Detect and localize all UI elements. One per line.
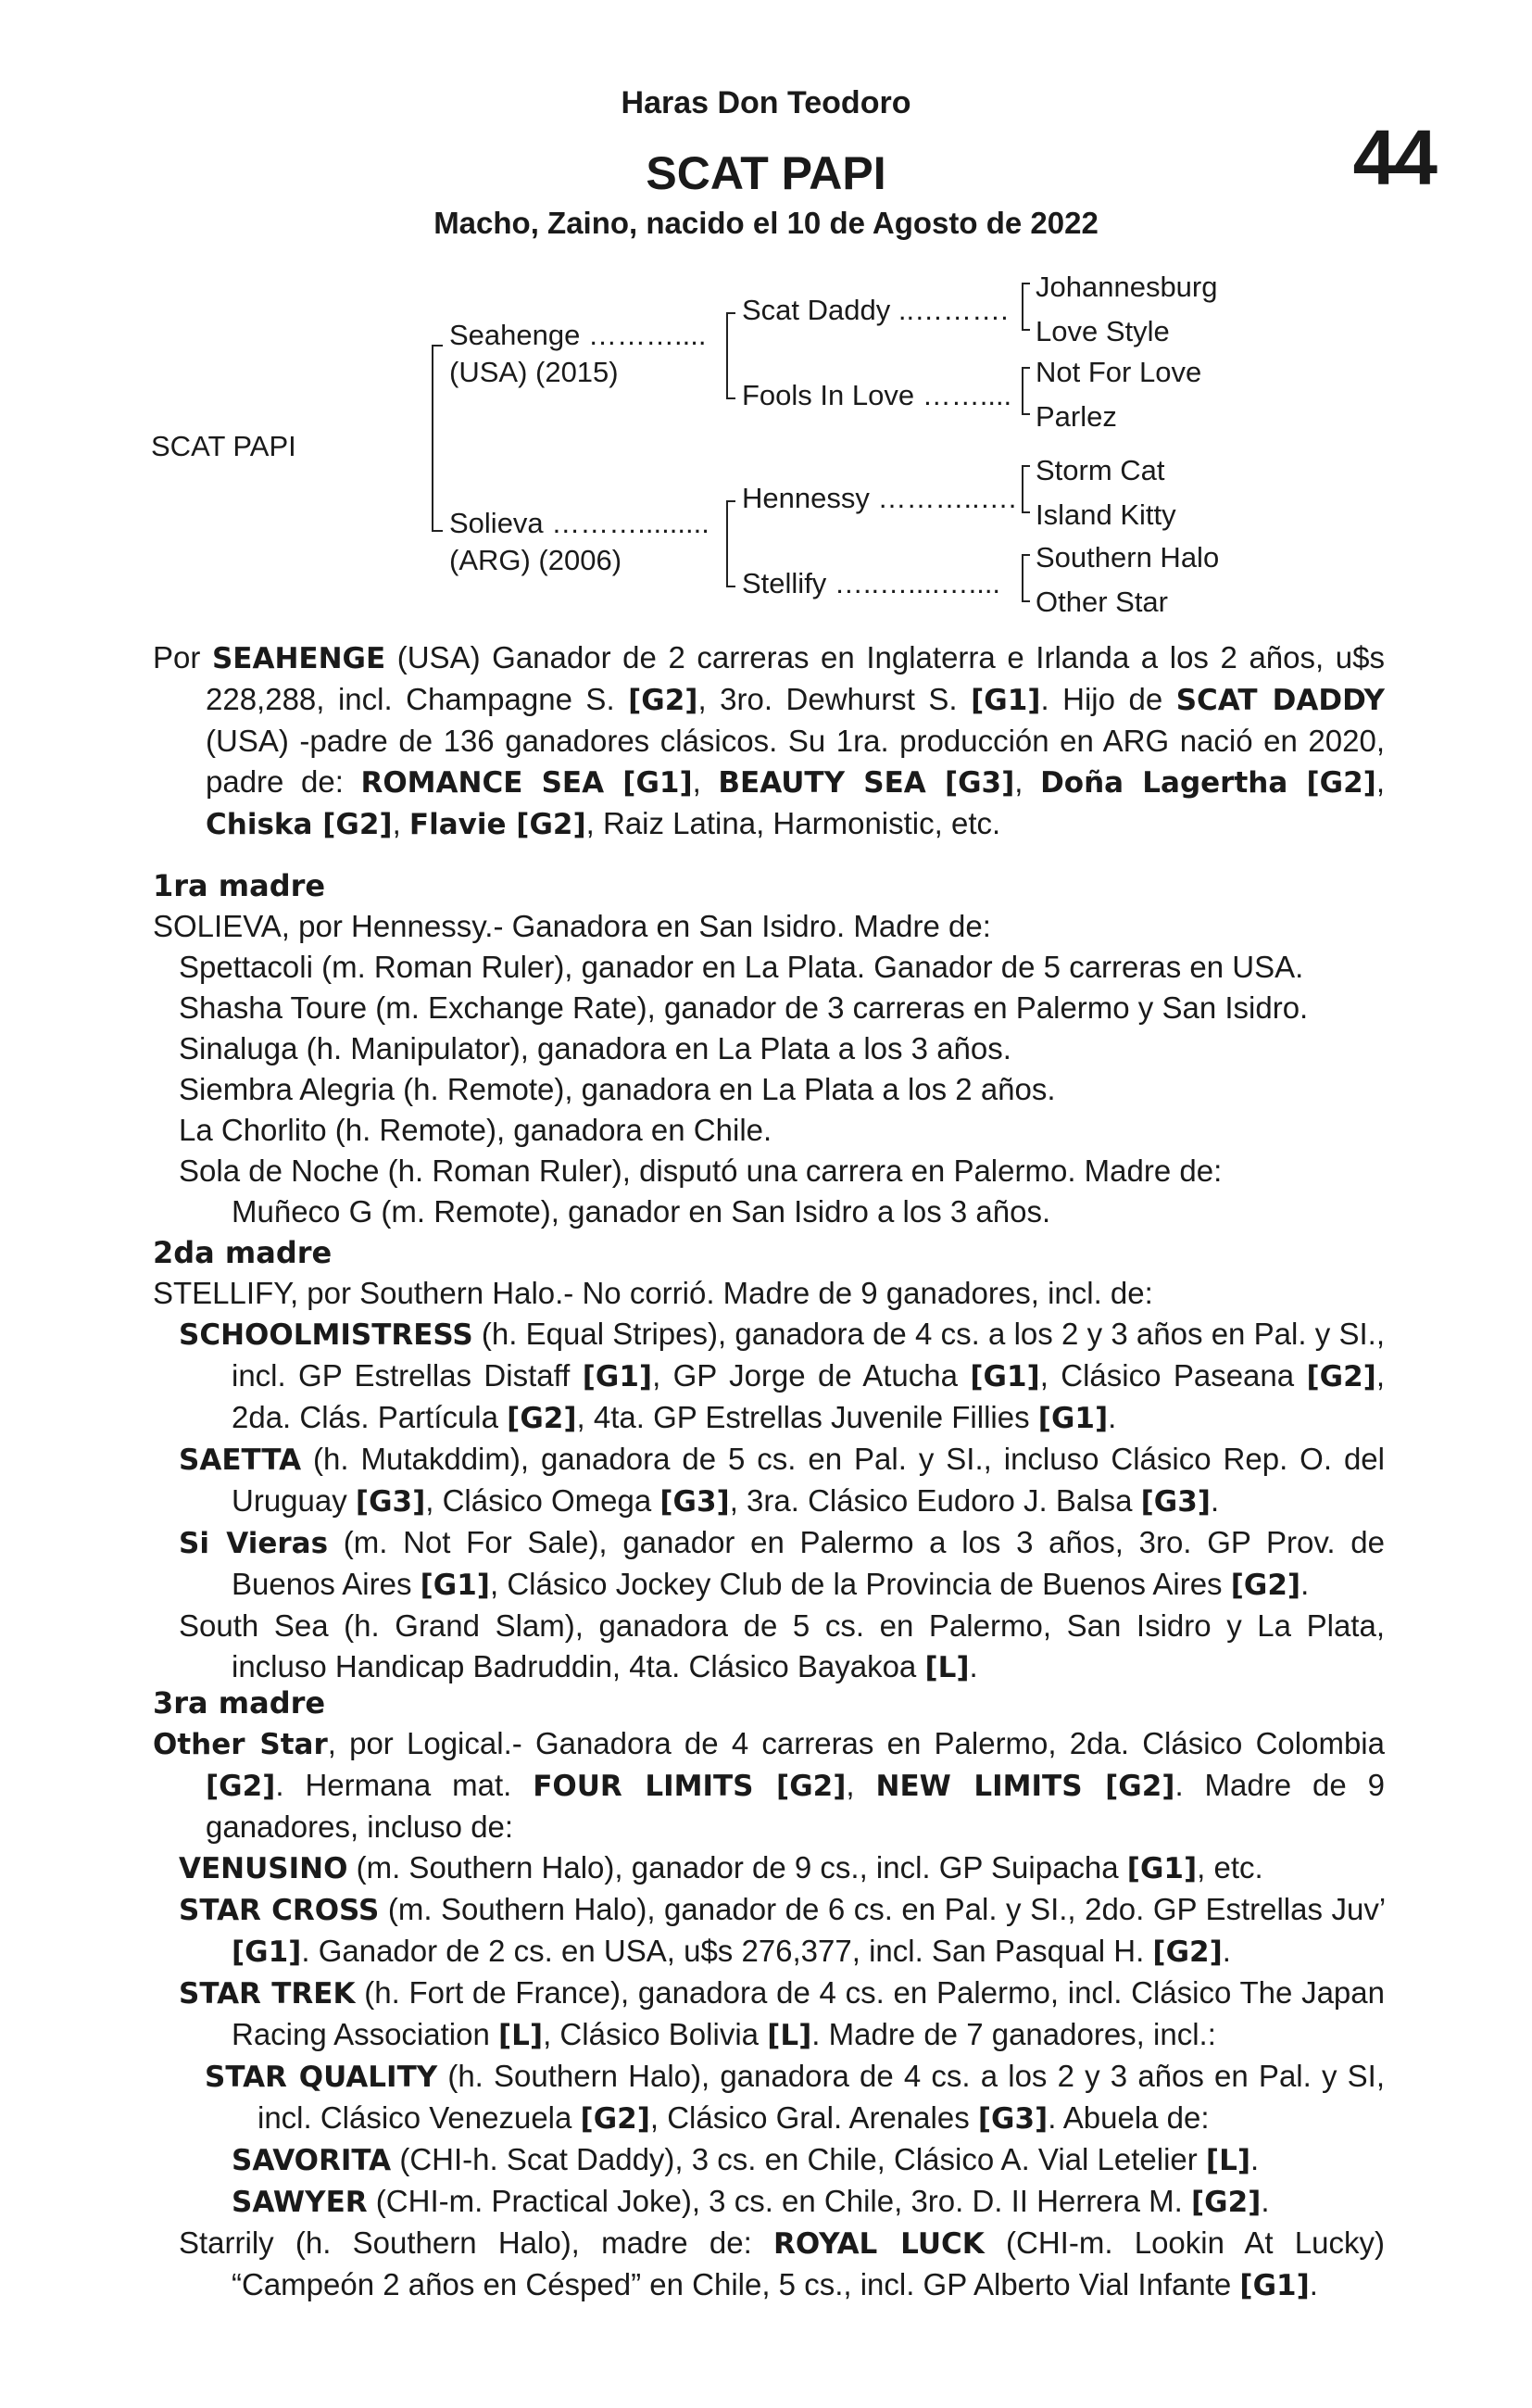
list-item: SCHOOLMISTRESS (h. Equal Stripes), ganadora de 4 cs. a los 2 y 3 años en Pal. y SI., incl. GP Estrellas Distaff [G1], GP Jorge de Atucha [G1], Clásico Paseana [G2], 2da. Clás. Partícula [G2], 4ta. GP Estrellas Juvenile Fillies [G1]. bbox=[179, 1317, 1386, 1435]
third-dam-section bbox=[153, 1683, 1385, 2306]
pedigree-dds: Southern Halo bbox=[1036, 541, 1220, 574]
second-dam-intro: STELLIFY, por Southern Halo.- No corrió. Madre de 9 ganadores, incl. de: bbox=[153, 1276, 1153, 1310]
list-item: Si Vieras (m. Not For Sale), ganador en Palermo a los 3 años, 3ro. GP Prov. de Buenos Aires [G1], Clásico Jockey Club de la Provincia de Buenos Aires [G2]. bbox=[179, 1525, 1385, 1602]
pedigree-sds: Not For Love bbox=[1036, 356, 1202, 388]
second-dam-section bbox=[153, 1232, 1385, 1688]
list-item: Siembra Alegria (h. Remote), ganadora en La Plata a los 2 años. bbox=[179, 1072, 1056, 1106]
third-dam-intro: Other Star, por Logical.- Ganadora de 4 carreras en Palermo, 2da. Clásico Colombia [G2]. Hermana mat. FOUR LIMITS [G2], NEW LIMITS [G2]. Madre de 9 ganadores, incluso de: bbox=[153, 1726, 1385, 1844]
pedigree-sire-sire: Scat Daddy ..………. bbox=[742, 294, 1009, 326]
sire-paragraph: Por SEAHENGE (USA) Ganador de 2 carreras en Inglaterra e Irlanda a los 2 años, u$s 228,288, incl. Champagne S. [G2], 3ro. Dewhurst S. [G1]. Hijo de SCAT DADDY (USA) -padre de 136 ganadores clásicos. Su 1ra. producción en ARG nació en 2020, padre de: ROMANCE SEA [G1], BEAUTY SEA [G3], Doña Lagertha [G2], Chiska [G2], Flavie [G2], Raiz Latina, Harmonistic, etc. bbox=[153, 640, 1386, 841]
list-item: VENUSINO (m. Southern Halo), ganador de 9 cs., incl. GP Suipacha [G1], etc. bbox=[179, 1850, 1263, 1885]
pedigree-ssd: Love Style bbox=[1036, 315, 1170, 347]
lot-number: 44 bbox=[1352, 114, 1436, 201]
list-item: STAR CROSS (m. Southern Halo), ganador de 6 cs. en Pal. y SI., 2do. GP Estrellas Juv’ [G1]. Ganador de 2 cs. en USA, u$s 276,377, incl. San Pasqual H. [G2]. bbox=[179, 1892, 1385, 1969]
pedigree-sire: Seahenge ……….... bbox=[449, 319, 707, 351]
list-item: Muñeco G (m. Remote), ganador en San Isidro a los 3 años. bbox=[232, 1194, 1051, 1229]
pedigree-sss: Johannesburg bbox=[1036, 271, 1218, 303]
first-dam-section bbox=[153, 865, 1385, 1232]
pedigree-dsd: Island Kitty bbox=[1036, 498, 1176, 531]
pedigree-dss: Storm Cat bbox=[1036, 454, 1165, 486]
list-item: SAVORITA (CHI-h. Scat Daddy), 3 cs. en Chile, Clásico A. Vial Letelier [L]. bbox=[232, 2142, 1260, 2177]
list-item: Starrily (h. Southern Halo), madre de: ROYAL LUCK (CHI-m. Lookin At Lucky) “Campeón 2 años en Césped” en Chile, 5 cs., incl. GP Alberto Vial Infante [G1]. bbox=[179, 2225, 1385, 2302]
pedigree-horse: SCAT PAPI bbox=[151, 430, 296, 462]
list-item: STAR QUALITY (h. Southern Halo), ganadora de 4 cs. a los 2 y 3 años en Pal. y SI, incl. Clásico Venezuela [G2], Clásico Gral. Arenales [G3]. Abuela de: bbox=[205, 2059, 1385, 2136]
list-item: Spettacoli (m. Roman Ruler), ganador en La Plata. Ganador de 5 carreras en USA. bbox=[179, 950, 1304, 984]
list-item: STAR TREK (h. Fort de France), ganadora de 4 cs. en Palermo, incl. Clásico The Japan Racing Association [L], Clásico Bolivia [L]. Madre de 7 ganadores, incl.: bbox=[179, 1975, 1385, 2052]
list-item: SAETTA (h. Mutakddim), ganadora de 5 cs. en Pal. y SI., incluso Clásico Rep. O. del Uruguay [G3], Clásico Omega [G3], 3ra. Clásico Eudoro J. Balsa [G3]. bbox=[179, 1442, 1385, 1519]
pedigree-dam-dam: Stellify …..…....….... bbox=[742, 567, 1001, 599]
pedigree-ddd: Other Star bbox=[1036, 586, 1168, 618]
breeder-name: Haras Don Teodoro bbox=[621, 85, 911, 120]
list-item: SAWYER (CHI-m. Practical Joke), 3 cs. en Chile, 3ro. D. II Herrera M. [G2]. bbox=[232, 2184, 1270, 2219]
list-item: Sinaluga (h. Manipulator), ganadora en La Plata a los 3 años. bbox=[179, 1031, 1011, 1065]
pedigree-dam-sire: Hennessy ………..…. bbox=[742, 482, 1017, 514]
list-item: La Chorlito (h. Remote), ganadora en Chile. bbox=[179, 1113, 772, 1147]
pedigree-dam: Solieva ………......... bbox=[449, 507, 709, 539]
list-item: Shasha Toure (m. Exchange Rate), ganador de 3 carreras en Palermo y San Isidro. bbox=[179, 990, 1309, 1025]
list-item: South Sea (h. Grand Slam), ganadora de 5 cs. en Palermo, San Isidro y La Plata, incluso Handicap Badruddin, 4ta. Clásico Bayakoa [L]. bbox=[179, 1608, 1385, 1684]
second-dam-title: 2da madre bbox=[153, 1235, 333, 1270]
list-item: Sola de Noche (h. Roman Ruler), disputó una carrera en Palermo. Madre de: bbox=[179, 1154, 1223, 1188]
pedigree-sire-origin: (USA) (2015) bbox=[449, 356, 619, 388]
pedigree-sire-dam: Fools In Love …….... bbox=[742, 379, 1012, 411]
horse-title: SCAT PAPI bbox=[646, 147, 886, 199]
first-dam-intro: SOLIEVA, por Hennessy.- Ganadora en San Isidro. Madre de: bbox=[153, 909, 991, 943]
third-dam-title: 3ra madre bbox=[153, 1685, 326, 1721]
first-dam-title: 1ra madre bbox=[153, 868, 326, 903]
pedigree-sdd: Parlez bbox=[1036, 400, 1117, 433]
horse-subtitle: Macho, Zaino, nacido el 10 de Agosto de 2022 bbox=[433, 206, 1099, 240]
pedigree-dam-origin: (ARG) (2006) bbox=[449, 544, 622, 576]
